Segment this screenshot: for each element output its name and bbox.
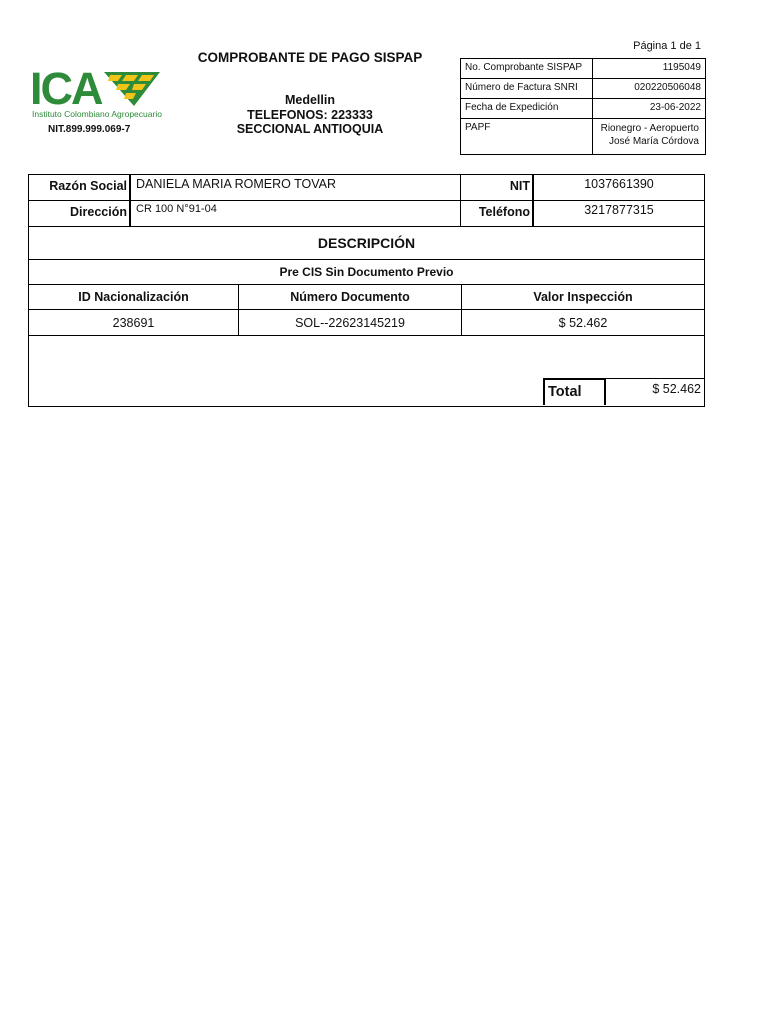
office-city: Medellin <box>284 93 335 107</box>
column-header: ID Nacionalización <box>29 285 239 309</box>
party-row-address <box>29 201 704 227</box>
total-row <box>29 336 704 406</box>
info-label: No. Comprobante SISPAP <box>461 59 593 79</box>
direccion-value: CR 100 N°91-04 <box>131 201 461 226</box>
party-row-name <box>29 175 704 201</box>
info-row <box>461 59 706 79</box>
logo-wordmark: ICA <box>30 63 102 114</box>
page-number: Página 1 de 1 <box>633 40 701 52</box>
info-label: Fecha de Expedición <box>461 99 593 119</box>
ica-leaf-icon <box>104 70 160 106</box>
column-header: Valor Inspección <box>533 290 633 304</box>
table-cell: $ 52.462 <box>558 315 608 330</box>
company-nit: NIT.899.999.069-7 <box>48 124 131 135</box>
table-header-row <box>29 285 704 310</box>
nit-value: 1037661390 <box>584 177 654 191</box>
office-block <box>170 93 450 137</box>
payment-detail-table <box>28 174 705 407</box>
table-row <box>29 310 704 336</box>
info-row <box>461 79 706 99</box>
table-cell: SOL--22623145219 <box>239 310 462 335</box>
info-label: Número de Factura SNRI <box>461 79 593 99</box>
receipt-info-table <box>460 58 706 155</box>
razon-social-label: Razón Social <box>29 175 131 200</box>
office-phones: TELEFONOS: 223333 <box>247 107 373 122</box>
info-row <box>461 119 706 155</box>
document-title: COMPROBANTE DE PAGO SISPAP <box>197 50 423 65</box>
service-name: Pre CIS Sin Documento Previo <box>29 260 704 285</box>
razon-social-value: DANIELA MARIA ROMERO TOVAR <box>131 175 461 200</box>
direccion-label: Dirección <box>29 201 131 226</box>
total-value: $ 52.462 <box>606 378 704 405</box>
logo-subtitle: Instituto Colombiano Agropecuario <box>32 109 162 119</box>
total-label: Total <box>543 378 606 405</box>
telefono-label: Teléfono <box>461 201 534 226</box>
info-value: 020220506048 <box>593 79 706 99</box>
info-value: 1195049 <box>593 59 706 79</box>
papf-line-1: Rionegro - Aeropuerto <box>600 123 699 134</box>
info-value <box>593 119 706 155</box>
descripcion-title: DESCRIPCIÓN <box>29 227 704 260</box>
column-header: Número Documento <box>239 285 462 309</box>
papf-line-2: José María Córdova <box>608 136 699 147</box>
info-value: 23-06-2022 <box>593 99 706 119</box>
info-label: PAPF <box>461 119 593 155</box>
info-row <box>461 99 706 119</box>
telefono-value: 3217877315 <box>584 203 654 217</box>
table-cell: 238691 <box>29 310 239 335</box>
office-section: SECCIONAL ANTIOQUIA <box>236 122 384 136</box>
ica-logo <box>30 63 165 122</box>
nit-label: NIT <box>461 175 534 200</box>
